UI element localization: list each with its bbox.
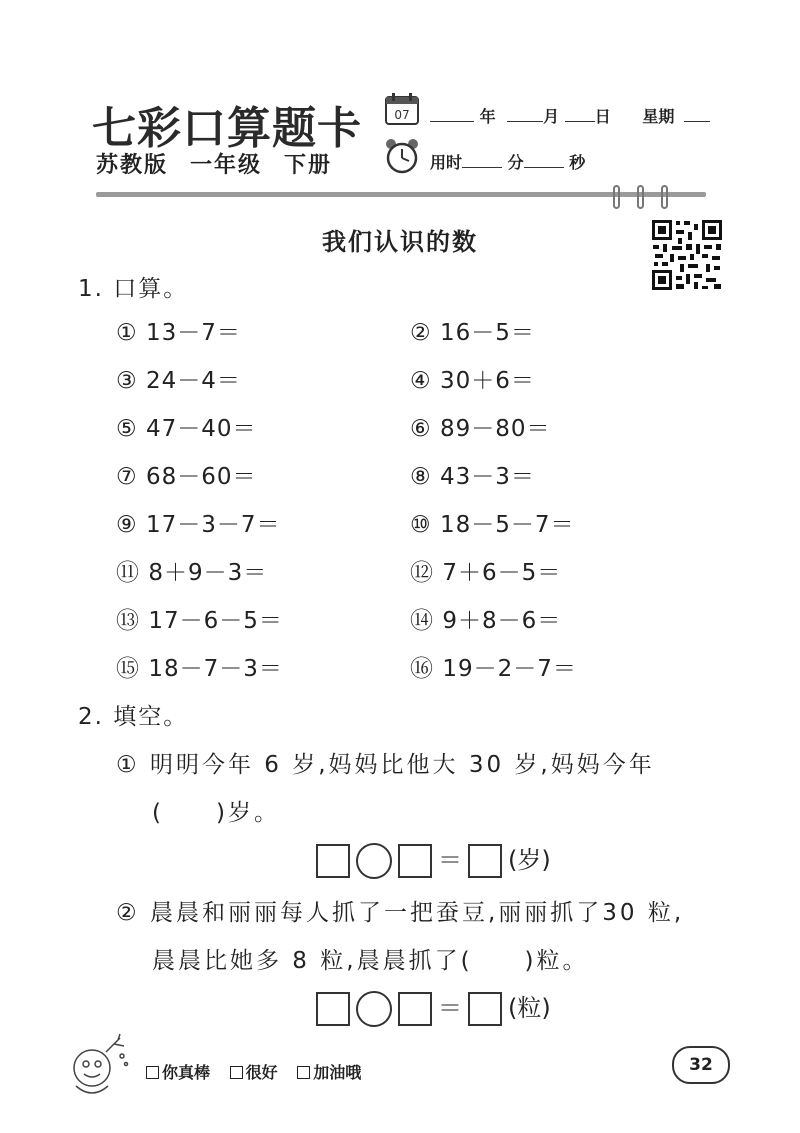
problem-number: ⑮ — [116, 656, 140, 682]
question-number: ① — [116, 752, 140, 778]
problem-number: ② — [410, 320, 432, 346]
edition-line — [96, 148, 354, 179]
equals-sign: ＝ — [438, 846, 462, 874]
problem-16[interactable] — [410, 650, 577, 683]
day-label: 日 — [594, 107, 611, 126]
answer-box[interactable] — [398, 844, 432, 878]
problem-expression: 18－7－3＝ — [148, 656, 283, 682]
qr-code-icon[interactable] — [650, 218, 724, 292]
problem-number: ⑭ — [410, 608, 434, 634]
problem-expression: 18－5－7＝ — [439, 512, 575, 538]
problem-expression: 8＋9－3＝ — [148, 560, 268, 586]
problem-13[interactable] — [116, 602, 283, 635]
equals-sign: ＝ — [438, 994, 462, 1022]
problem-11[interactable] — [116, 554, 267, 587]
answer-box[interactable] — [316, 992, 350, 1026]
minute-blank[interactable] — [462, 153, 502, 168]
question-2-equation — [316, 988, 557, 1027]
edition: 苏教版 — [96, 153, 169, 178]
checkbox-icon[interactable] — [230, 1066, 243, 1079]
checkbox-icon[interactable] — [146, 1066, 159, 1079]
question-text: 晨晨和丽丽每人抓了一把蚕豆,丽丽抓了30 粒, — [149, 900, 685, 926]
problem-expression: 9＋8－6＝ — [442, 608, 562, 634]
question-1-equation — [316, 840, 557, 879]
date-line — [430, 104, 710, 127]
mascot-icon — [62, 1032, 134, 1104]
problem-expression: 16－5＝ — [439, 320, 535, 346]
problem-2[interactable] — [410, 314, 535, 347]
rating-label: 你真棒 — [162, 1063, 211, 1082]
problem-number: ⑨ — [116, 512, 138, 538]
problem-number: ⑧ — [410, 464, 432, 490]
problem-expression: 17－6－5＝ — [148, 608, 283, 634]
problem-expression: 19－2－7＝ — [442, 656, 577, 682]
problem-expression: 24－4＝ — [145, 368, 241, 394]
year-blank[interactable] — [430, 107, 474, 122]
calendar-icon — [384, 92, 420, 126]
weekday-label: 星期 — [642, 107, 675, 126]
rating-option-keep-going[interactable] — [297, 1063, 361, 1082]
problem-3[interactable] — [116, 362, 241, 395]
problem-number: ⑩ — [410, 512, 432, 538]
problem-expression: 7＋6－5＝ — [442, 560, 562, 586]
problem-expression: 30＋6＝ — [439, 368, 535, 394]
problem-expression: 47－40＝ — [145, 416, 257, 442]
checkbox-icon[interactable] — [297, 1066, 310, 1079]
grade: 一年级 — [190, 153, 263, 178]
brand-title: 七彩口算题卡 — [92, 103, 362, 154]
month-label: 月 — [543, 107, 560, 126]
problem-15[interactable] — [116, 650, 283, 683]
problem-number: ⑯ — [410, 656, 434, 682]
problem-number: ④ — [410, 368, 432, 394]
problem-8[interactable] — [410, 458, 535, 491]
day-blank[interactable] — [565, 107, 595, 122]
problem-number: ⑤ — [116, 416, 138, 442]
section2-heading: 2. 填空。 — [78, 704, 189, 730]
problem-number: ③ — [116, 368, 138, 394]
problem-12[interactable] — [410, 554, 561, 587]
volume: 下册 — [284, 153, 333, 178]
problem-6[interactable] — [410, 410, 550, 443]
second-blank[interactable] — [524, 153, 564, 168]
problem-expression: 17－3－7＝ — [145, 512, 281, 538]
problem-9[interactable] — [116, 506, 280, 539]
problem-expression: 43－3＝ — [439, 464, 535, 490]
answer-box[interactable] — [316, 844, 350, 878]
page-number: 32 — [672, 1046, 730, 1084]
problem-expression: 89－80＝ — [439, 416, 551, 442]
rating-option-great[interactable] — [146, 1063, 210, 1082]
minute-label: 分 — [507, 153, 524, 172]
clock-icon — [384, 138, 420, 174]
time-used-label: 用时 — [430, 153, 463, 172]
answer-box[interactable] — [398, 992, 432, 1026]
problem-4[interactable] — [410, 362, 535, 395]
section1-heading: 1. 口算。 — [78, 276, 189, 302]
problem-1[interactable] — [116, 314, 241, 347]
problem-10[interactable] — [410, 506, 574, 539]
problem-7[interactable] — [116, 458, 256, 491]
problem-number: ⑥ — [410, 416, 432, 442]
rating-option-good[interactable] — [230, 1063, 278, 1082]
problem-expression: 68－60＝ — [145, 464, 257, 490]
problem-expression: 13－7＝ — [145, 320, 241, 346]
problem-number: ⑦ — [116, 464, 138, 490]
problem-5[interactable] — [116, 410, 256, 443]
problem-number: ⑫ — [410, 560, 434, 586]
second-label: 秒 — [569, 153, 586, 172]
question-1-line2[interactable]: ( )岁。 — [152, 800, 280, 826]
question-1-line1 — [116, 746, 655, 779]
question-text: 明明今年 6 岁,妈妈比他大 30 岁,妈妈今年 — [149, 752, 655, 778]
problem-number: ① — [116, 320, 138, 346]
year-label: 年 — [479, 107, 496, 126]
question-2-line1 — [116, 894, 684, 927]
question-number: ② — [116, 900, 140, 926]
question-2-line2[interactable]: 晨晨比她多 8 粒,晨晨抓了( )粒。 — [152, 948, 589, 974]
operator-circle[interactable] — [356, 843, 392, 879]
problem-number: ⑪ — [116, 560, 140, 586]
problem-14[interactable] — [410, 602, 561, 635]
answer-box[interactable] — [468, 992, 502, 1026]
month-blank[interactable] — [507, 107, 543, 122]
answer-box[interactable] — [468, 844, 502, 878]
time-line — [430, 150, 585, 173]
unit-label: (粒) — [508, 994, 551, 1022]
problem-number: ⑬ — [116, 608, 140, 634]
unit-label: (岁) — [508, 846, 551, 874]
page-title: 我们认识的数 — [322, 228, 478, 256]
rating-label: 加油哦 — [313, 1063, 362, 1082]
rating-label: 很好 — [245, 1063, 278, 1082]
operator-circle[interactable] — [356, 991, 392, 1027]
binder-rings-icon — [608, 182, 678, 212]
calendar-day: 07 — [394, 108, 410, 122]
weekday-blank[interactable] — [684, 107, 710, 122]
rating-options — [146, 1060, 375, 1083]
